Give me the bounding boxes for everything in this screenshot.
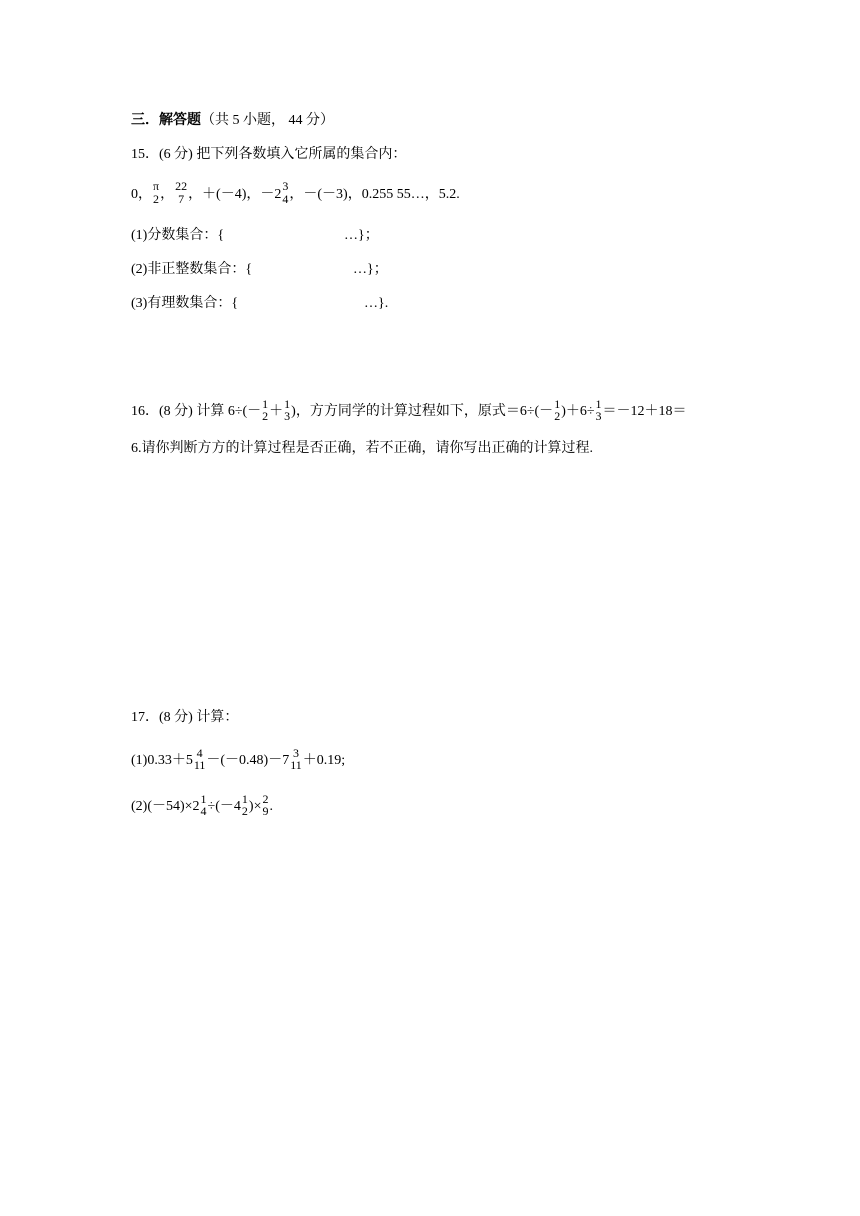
denominator: 2 (554, 409, 561, 423)
fraction-3-over-4 (282, 181, 288, 205)
fraction-2-over-9 (262, 793, 268, 817)
fraction-1-over-4 (201, 793, 207, 817)
q15-sub3 (131, 297, 388, 311)
fraction-1-over-2 (242, 793, 248, 817)
numerator: 3 (282, 179, 289, 193)
numerator: 2 (262, 792, 269, 806)
q16-a: 16．(8 分) 计算 6÷(－ (131, 404, 262, 420)
numerator: 1 (595, 397, 602, 411)
denominator: 9 (262, 804, 269, 818)
sub1-label: (1)分数集合：{ (131, 228, 225, 243)
denominator: 2 (262, 409, 269, 423)
sub3-label: (3)有理数集合：{ (131, 296, 239, 311)
p1-c: ＋0.19; (302, 753, 346, 769)
denominator: 3 (284, 409, 291, 423)
denominator: 2 (153, 192, 160, 206)
p2-c: )× (248, 799, 262, 815)
q16-b: ＋ (269, 404, 284, 420)
q15-num-a: 0， (131, 187, 152, 203)
fraction-pi-over-2 (153, 181, 159, 205)
p1-a: (1)0.33＋5 (131, 753, 193, 769)
q16-c: )，方方同学的计算过程如下，原式＝6÷(－ (291, 404, 554, 420)
p2-d: . (269, 799, 273, 815)
q15-num-b: ，＋(－4)，－2 (188, 187, 282, 203)
fraction-22-over-7 (175, 181, 187, 205)
q16-d: )＋6÷ (561, 404, 595, 420)
numerator: π (153, 179, 160, 193)
denominator: 11 (193, 758, 206, 772)
q15-numbers (131, 179, 460, 207)
denominator: 11 (290, 758, 302, 772)
numerator: 3 (293, 746, 299, 760)
sub2-end: …}； (353, 262, 388, 277)
sub1-end: …}； (344, 228, 379, 243)
q15-sub2 (131, 263, 388, 277)
section-subtitle: （共 5 小题， 44 分） (201, 113, 334, 128)
fraction-1-over-2 (262, 398, 268, 422)
q15-sep: ， (160, 187, 175, 203)
fraction-1-over-3 (596, 398, 602, 422)
section-heading (131, 114, 334, 128)
numerator: 1 (262, 397, 269, 411)
denominator: 3 (595, 409, 602, 423)
denominator: 2 (241, 804, 248, 818)
fraction-1-over-3 (284, 398, 290, 422)
q16-e: ＝－12＋18＝ (602, 404, 687, 420)
q16-line1 (131, 397, 687, 424)
p1-b: －(－0.48)－7 (206, 753, 290, 769)
q17-stem: 17．(8 分) 计算： (131, 710, 239, 725)
q17-part2 (131, 792, 273, 819)
sub2-label: (2)非正整数集合：{ (131, 262, 253, 277)
numerator: 4 (196, 746, 203, 760)
denominator: 4 (200, 804, 207, 818)
p2-b: ÷(－4 (207, 799, 241, 815)
denominator: 4 (282, 192, 289, 206)
denominator: 7 (178, 192, 185, 206)
q15-stem: 15．(6 分) 把下列各数填入它所属的集合内： (131, 147, 407, 162)
numerator: 1 (554, 397, 561, 411)
q15-sub1 (131, 229, 379, 243)
fraction-1-over-2 (554, 398, 560, 422)
fraction-4-over-11 (194, 747, 206, 771)
numerator: 22 (175, 179, 188, 193)
numerator: 1 (241, 792, 248, 806)
sub3-end: …}. (364, 296, 389, 311)
numerator: 1 (200, 792, 207, 806)
q17-part1 (131, 746, 346, 773)
section-number: 三． (131, 113, 159, 128)
q16-line2: 6.请你判断方方的计算过程是否正确，若不正确，请你写出正确的计算过程. (131, 441, 593, 456)
fraction-3-over-11 (290, 747, 302, 771)
p2-a: (2)(－54)×2 (131, 799, 200, 815)
q15-num-c: ，－(－3)，0.255 55…，5.2. (289, 187, 460, 203)
numerator: 1 (284, 397, 291, 411)
section-title: 解答题 (159, 113, 201, 128)
